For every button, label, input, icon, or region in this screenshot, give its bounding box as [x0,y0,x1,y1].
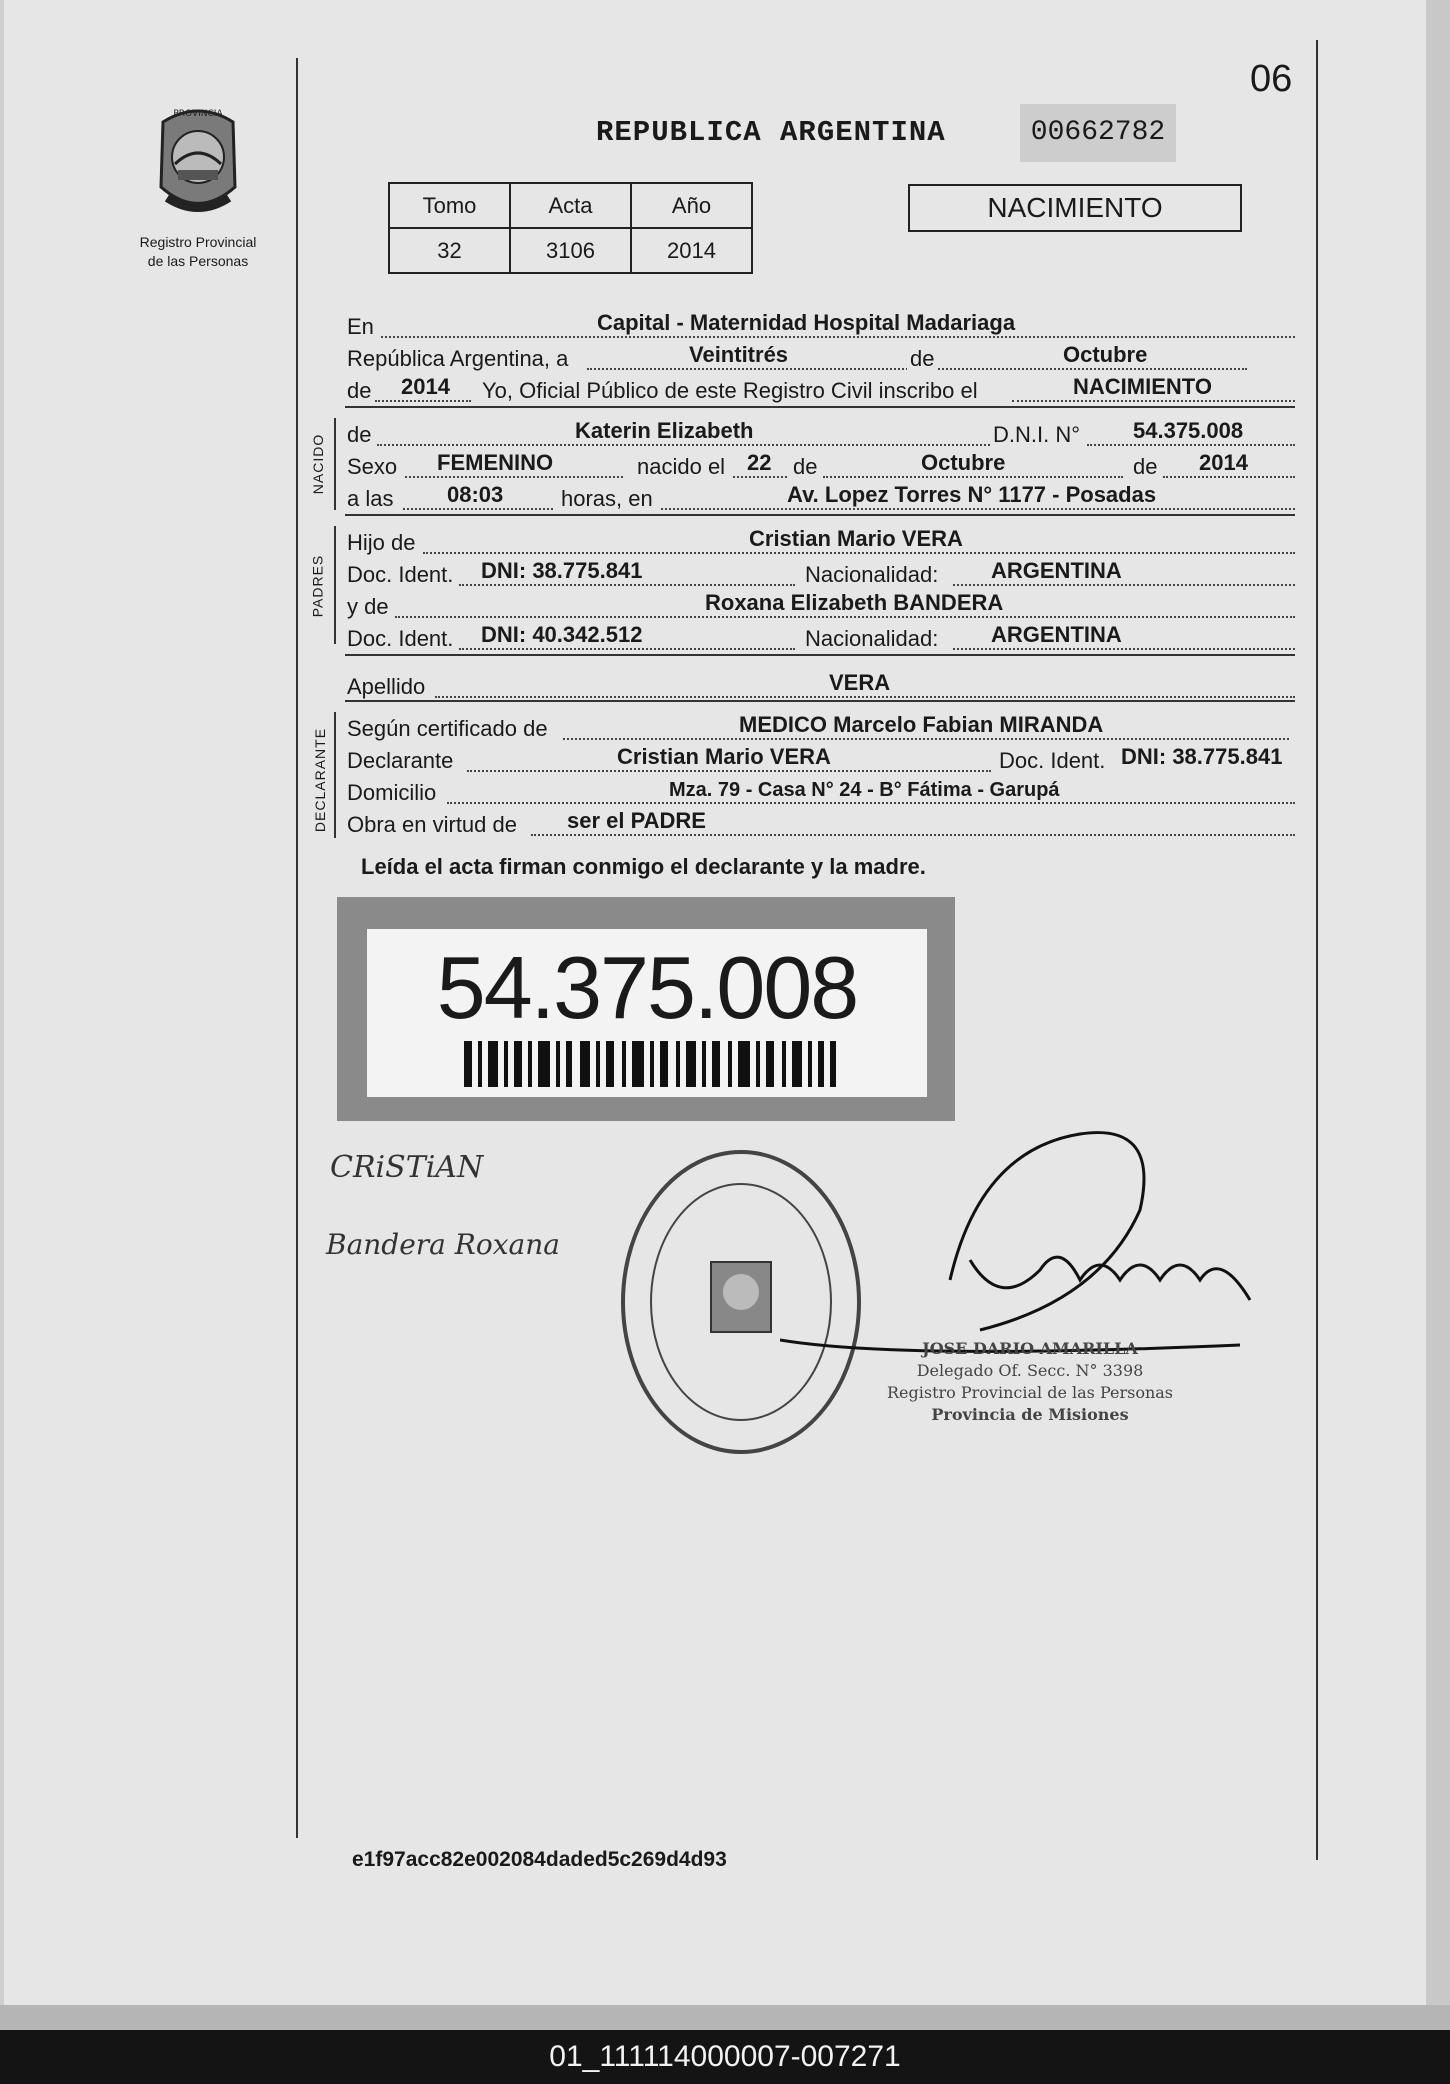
declarante-doc-label: Doc. Ident. [999,748,1106,773]
declarante-name: Cristian Mario VERA [617,744,831,769]
mother-nat-label: Nacionalidad: [805,626,939,651]
declarante-row [347,746,1295,776]
madre-signature: Bandera Roxana [326,1228,560,1261]
serial-number: 00662782 [1020,104,1176,162]
dni-sticker-number: 54.375.008 [436,938,858,1037]
date-label: República Argentina, a [347,346,569,371]
child-dni: 54.375.008 [1133,418,1244,443]
father-row [347,528,1295,558]
ref-header-anio: Año [631,183,752,228]
ref-value-tomo: 32 [389,228,510,273]
svg-text:PROVINCIA: PROVINCIA [173,109,223,119]
reference-table [388,182,753,274]
registry-caption-1: Registro Provincial [139,234,257,250]
father-doc-row [347,560,1295,590]
father-name: Cristian Mario VERA [749,526,963,551]
declarante-label: Declarante [347,748,454,773]
month-value: Octubre [1063,342,1148,367]
inscribe-text: Yo, Oficial Público de este Registro Civil inscribo el [482,378,978,403]
left-margin-line [296,58,298,1838]
year-de-label: de [347,378,372,403]
official-role: Delegado Of. Secc. N° 3398 [916,1361,1144,1380]
obra-value: ser el PADRE [567,808,706,833]
date-row [347,344,1295,374]
official-name: JOSE DARIO AMARILLA [922,1339,1138,1358]
official-signature-icon [780,1130,1270,1370]
day-value: Veintitrés [689,342,789,367]
father-nat-label: Nacionalidad: [805,562,939,587]
document-type-box: NACIMIENTO [908,184,1242,232]
declarante-signature: CRiSTiAN [330,1150,484,1185]
scan-footer-id: 01_111114000007-007271 [0,2030,1450,2084]
nacido-name-row [347,420,1295,450]
hijo-label: Hijo de [347,530,416,555]
father-doc-label: Doc. Ident. [347,562,454,587]
mother-doc-row [347,624,1295,654]
birth-de-label: de [793,454,818,479]
year-row [347,376,1295,406]
child-name: Katerin Elizabeth [575,418,754,443]
official-stamp-text [880,1338,1180,1426]
obra-label: Obra en virtud de [347,812,517,837]
mother-doc-label: Doc. Ident. [347,626,454,651]
mother-doc: DNI: 40.342.512 [481,622,643,647]
document-hash: e1f97acc82e002084daded5c269d4d93 [352,1848,727,1871]
sexo-label: Sexo [347,454,398,479]
section-padres: PADRES [309,554,326,618]
declarante-doc: DNI: 38.775.841 [1121,744,1283,769]
official-province: Provincia de Misiones [931,1405,1129,1424]
cert-label: Según certificado de [347,716,548,741]
ref-header-acta: Acta [510,183,631,228]
birth-year: 2014 [1199,450,1248,475]
cert-row [347,714,1295,744]
horas-label: horas, en [561,486,653,511]
yde-label: y de [347,594,389,619]
dni-sticker [337,897,955,1121]
birth-address: Av. Lopez Torres N° 1177 - Posadas [787,482,1157,507]
closing-statement: Leída el acta firman conmigo el declarante y la madre. [361,854,926,879]
domicilio-value: Mza. 79 - Casa N° 24 - B° Fátima - Garupá [669,779,1060,801]
birth-time: 08:03 [447,482,504,507]
birth-day: 22 [747,450,772,475]
alas-label: a las [347,486,394,511]
apellido-value: VERA [829,670,891,695]
section-declarante: DECLARANTE [312,727,329,833]
country-title: REPUBLICA ARGENTINA [596,116,946,149]
apellido-label: Apellido [347,674,426,699]
date-de-label: de [907,346,937,372]
father-doc: DNI: 38.775.841 [481,558,643,583]
event-value: NACIMIENTO [1073,374,1212,399]
place-label: En [347,314,374,339]
page-number: 06 [1250,58,1293,100]
domicilio-label: Domicilio [347,780,437,805]
obra-row [347,810,1295,840]
nacido-time-row [347,484,1295,514]
ref-value-anio: 2014 [631,228,752,273]
barcode-icon [464,1041,836,1087]
birth-month: Octubre [921,450,1006,475]
nacido-el-label: nacido el [637,454,726,479]
registry-caption-2: de las Personas [147,253,249,269]
mother-row [347,592,1295,622]
nacido-de-label: de [347,422,372,447]
father-nationality: ARGENTINA [991,558,1122,583]
scan-edge [1426,0,1450,2005]
nacido-sex-row [347,452,1295,482]
mother-nationality: ARGENTINA [991,622,1122,647]
official-office: Registro Provincial de las Personas [886,1383,1174,1402]
place-value: Capital - Maternidad Hospital Madariaga [597,310,1016,335]
ref-header-tomo: Tomo [389,183,510,228]
registry-logo [120,102,276,270]
domicilio-row [347,778,1295,808]
dni-label: D.N.I. N° [993,422,1081,447]
child-sex: FEMENINO [437,450,554,475]
right-margin-line [1316,40,1318,1860]
year-value: 2014 [401,374,450,399]
apellido-row [347,672,1295,702]
ref-value-acta: 3106 [510,228,631,273]
place-row [347,312,1295,342]
coat-of-arms-icon [143,102,253,232]
mother-name: Roxana Elizabeth BANDERA [705,590,1004,615]
cert-value: MEDICO Marcelo Fabian MIRANDA [739,712,1104,737]
birth-de3-label: de [1133,454,1158,479]
section-nacido: NACIDO [310,433,327,495]
scan-bottom-band [0,2005,1450,2030]
